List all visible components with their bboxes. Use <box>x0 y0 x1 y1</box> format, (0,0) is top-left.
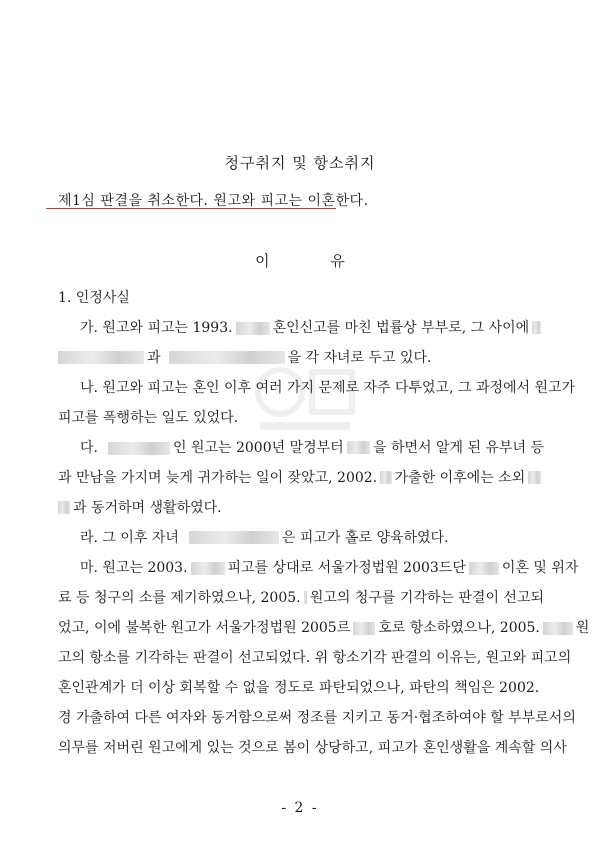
redaction <box>543 622 573 635</box>
text-seg: 과 <box>147 350 161 366</box>
text-seg: 의무를 저버린 원고에게 있는 것으로 봄이 상당하고, 피고가 혼인생활을 계속할 의사 <box>58 740 567 756</box>
text-line <box>58 737 567 757</box>
text-line <box>58 377 576 397</box>
redaction <box>380 471 391 484</box>
watermark-icon <box>250 362 360 442</box>
text-line <box>58 347 544 367</box>
text-seg: 호로 항소하였으나, 2005. <box>378 620 540 636</box>
redaction <box>304 591 307 604</box>
text-seg: 고의 항소를 기각하는 판결이 선고되었다. 위 항소기각 판결의 이유는, 원고와 피고의 <box>58 650 572 666</box>
text-seg: 원고의 청구를 기각하는 판결이 선고되 <box>309 590 544 606</box>
redaction <box>58 501 70 514</box>
redaction <box>236 322 270 335</box>
reason-heading-char-2: 유 <box>330 252 345 270</box>
text-seg: 가출한 이후에는 소외 <box>394 470 526 486</box>
text-line <box>58 407 544 427</box>
text-seg: 원 <box>575 620 590 636</box>
redaction <box>169 351 285 364</box>
text-seg: 혼인신고를 마친 법률상 부부로, 그 사이에 <box>272 320 530 336</box>
text-seg: 나. 원고와 피고는 혼인 이후 여러 가지 문제로 자주 다투었고, 그 과정에서 원고가 <box>80 380 576 396</box>
redaction <box>58 351 144 364</box>
text-seg: 마. 원고는 2003. <box>80 560 188 576</box>
text-seg: 과 만남을 가지며 늦게 귀가하는 일이 잦았고, 2002. <box>58 470 378 486</box>
text-seg: 다. <box>80 440 98 456</box>
text-line <box>58 707 576 727</box>
redaction <box>191 562 225 575</box>
text-seg: 인 원고는 2000년 말경부터 <box>172 440 344 456</box>
text-line <box>58 647 572 667</box>
page-title: 청구취지 및 항소취지 <box>224 154 376 172</box>
text-seg: 료 등 청구의 소를 제기하였으나, 2005. <box>58 590 301 606</box>
text-line <box>58 527 544 547</box>
redaction <box>469 562 499 575</box>
text-line <box>58 497 544 517</box>
reason-heading-char-1: 이 <box>255 252 270 270</box>
text-seg: 었고, 이에 불복한 원고가 서울가정법원 2005르 <box>58 620 351 636</box>
text-seg: 경 가출하여 다른 여자와 동거함으로써 정조를 지키고 동거·협조하여야 할 부부로서의 <box>58 710 576 726</box>
text-seg: 을 하면서 알게 된 유부녀 등 <box>372 440 544 456</box>
redaction <box>347 441 370 454</box>
text-line <box>58 317 544 337</box>
text-line <box>58 437 544 457</box>
text-line <box>58 677 544 697</box>
text-seg: 피고를 상대로 서울가정법원 2003드단 <box>227 560 466 576</box>
text-seg: 혼인관계가 더 이상 회복할 수 없을 정도로 파탄되었으나, 파탄의 책임은 2002. <box>58 680 540 696</box>
reason-heading <box>0 250 600 271</box>
redaction <box>528 471 541 484</box>
text-seg: 과 동거하며 생활하였다. <box>73 500 222 516</box>
text-seg: 라. 그 이후 자녀 <box>80 530 179 546</box>
text-line <box>58 467 544 487</box>
text-seg: 은 피고가 홀로 양육하였다. <box>281 530 449 546</box>
text-seg: 이혼 및 위자 <box>501 560 579 576</box>
text-line <box>58 587 544 607</box>
redaction <box>108 442 170 455</box>
page-number: - 2 - <box>281 800 319 816</box>
text-line <box>58 557 579 577</box>
redaction <box>532 321 541 334</box>
text-seg: 피고를 폭행하는 일도 있었다. <box>58 410 239 426</box>
redaction <box>353 622 375 635</box>
redaction <box>189 531 279 544</box>
section-heading: 1. 인정사실 <box>58 290 130 306</box>
text-line <box>58 617 590 637</box>
text-seg: 을 각 자녀로 두고 있다. <box>287 350 432 366</box>
claim-text: 제1심 판결을 취소한다. 원고와 피고는 이혼한다. <box>58 193 369 209</box>
text-seg: 가. 원고와 피고는 1993. <box>80 320 233 336</box>
red-underline <box>46 208 336 209</box>
